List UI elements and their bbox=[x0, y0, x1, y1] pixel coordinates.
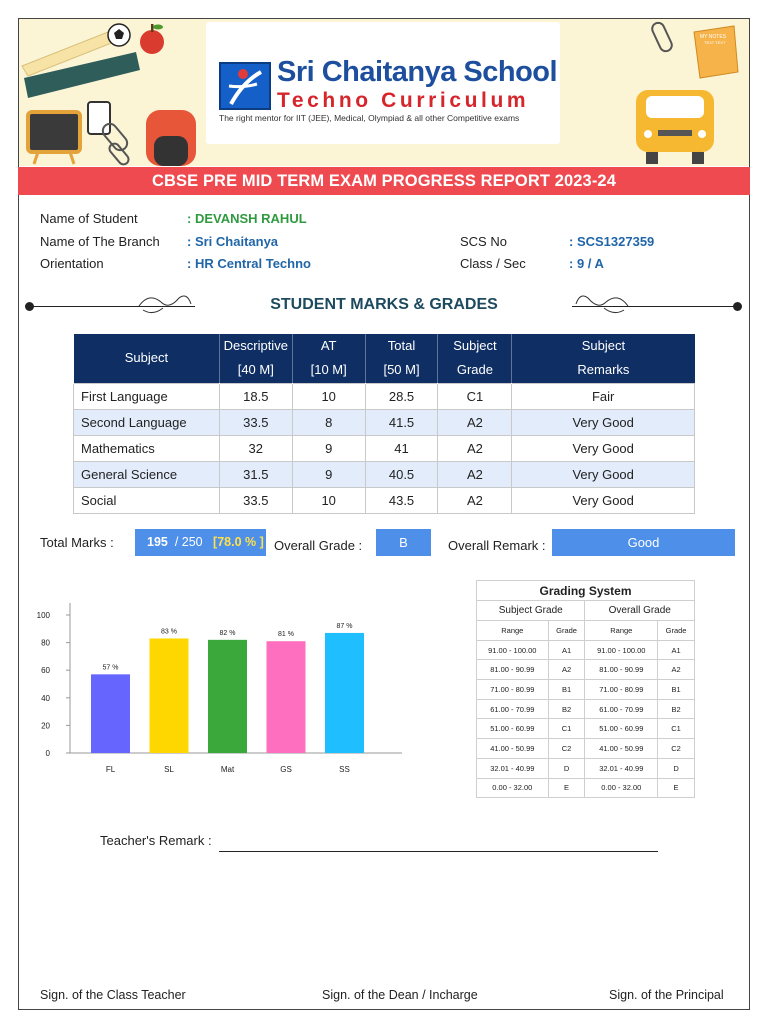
y-tick-label: 80 bbox=[41, 638, 50, 648]
subject-range: 41.00 - 50.99 bbox=[477, 739, 549, 759]
overall-remark-label: Overall Remark : bbox=[448, 538, 546, 553]
x-tick-label: GS bbox=[280, 765, 292, 774]
total-percent: [78.0 % ] bbox=[213, 535, 264, 549]
overall-range: 71.00 - 80.99 bbox=[585, 680, 658, 700]
cell-grade: A2 bbox=[438, 461, 512, 487]
subject-grade: E bbox=[548, 778, 585, 798]
cell-remarks: Very Good bbox=[512, 409, 695, 435]
total-max: / 250 bbox=[174, 535, 203, 549]
overall-grade: B2 bbox=[658, 699, 695, 719]
grade-header: Grade bbox=[658, 621, 695, 641]
cell-grade: A2 bbox=[438, 487, 512, 513]
section-title: STUDENT MARKS & GRADES bbox=[270, 296, 498, 313]
orientation-value: : HR Central Techno bbox=[187, 256, 311, 271]
cell-at: 10 bbox=[292, 487, 365, 513]
data-label: 81 % bbox=[278, 631, 294, 639]
data-label: 83 % bbox=[161, 628, 177, 636]
overall-grade-label: Overall Grade : bbox=[274, 538, 363, 553]
cell-total: 41 bbox=[365, 435, 438, 461]
overall-range: 81.00 - 90.99 bbox=[585, 660, 658, 680]
grading-table bbox=[476, 580, 695, 798]
cell-grade: A2 bbox=[438, 409, 512, 435]
table-row bbox=[74, 435, 695, 461]
table-row bbox=[74, 409, 695, 435]
principal-signature: Sign. of the Principal bbox=[609, 988, 724, 1002]
grading-row bbox=[477, 719, 695, 739]
curriculum-name: Techno Curriculum bbox=[277, 89, 530, 112]
cell-subject: First Language bbox=[74, 383, 220, 409]
overall-range: 51.00 - 60.99 bbox=[585, 719, 658, 739]
cell-descriptive: 32 bbox=[219, 435, 292, 461]
x-tick-label: FL bbox=[105, 765, 116, 774]
grading-row bbox=[477, 680, 695, 700]
student-name-value: : DEVANSH RAHUL bbox=[187, 211, 307, 226]
marks-header-row bbox=[74, 334, 695, 383]
cell-remarks: Fair bbox=[512, 383, 695, 409]
cell-descriptive: 33.5 bbox=[219, 487, 292, 513]
table-row bbox=[74, 461, 695, 487]
class-value: : 9 / A bbox=[569, 256, 604, 271]
y-tick-label: 60 bbox=[41, 666, 50, 676]
student-name-label: Name of Student bbox=[40, 211, 138, 226]
overall-grade-value: B bbox=[376, 529, 431, 556]
y-tick-label: 100 bbox=[36, 611, 50, 620]
marks-table bbox=[73, 334, 695, 514]
cell-at: 8 bbox=[292, 409, 365, 435]
total-obtained: 195 bbox=[147, 535, 168, 549]
grading-row bbox=[477, 640, 695, 660]
cell-subject: Second Language bbox=[74, 409, 220, 435]
subject-grade: D bbox=[548, 758, 585, 778]
subject-grade: C1 bbox=[548, 719, 585, 739]
bar-sl bbox=[150, 638, 189, 753]
overall-grade: A2 bbox=[658, 660, 695, 680]
subject-range: 61.00 - 70.99 bbox=[477, 699, 549, 719]
subject-grade: B2 bbox=[548, 699, 585, 719]
notes-text-2: TEXT TEXT bbox=[704, 40, 726, 45]
overall-range: 61.00 - 70.99 bbox=[585, 699, 658, 719]
subject-range: 91.00 - 100.00 bbox=[477, 640, 549, 660]
cell-descriptive: 33.5 bbox=[219, 409, 292, 435]
cell-total: 28.5 bbox=[365, 383, 438, 409]
col-header-grade: Subject Grade bbox=[438, 334, 512, 383]
subject-grade: B1 bbox=[548, 680, 585, 700]
total-marks-box bbox=[135, 529, 266, 556]
cell-total: 40.5 bbox=[365, 461, 438, 487]
cell-subject: Mathematics bbox=[74, 435, 220, 461]
col-header-total: Total [50 M] bbox=[365, 334, 438, 383]
overall-grade: E bbox=[658, 778, 695, 798]
y-tick-label: 20 bbox=[41, 721, 50, 731]
overall-grade: B1 bbox=[658, 680, 695, 700]
subject-grade: A2 bbox=[548, 660, 585, 680]
col-header-remarks: Subject Remarks bbox=[512, 334, 695, 383]
grading-row bbox=[477, 699, 695, 719]
marks-bar-chart bbox=[28, 598, 408, 778]
cell-grade: C1 bbox=[438, 383, 512, 409]
y-tick-label: 0 bbox=[45, 749, 50, 758]
grading-title: Grading System bbox=[477, 581, 695, 601]
data-label: 57 % bbox=[102, 664, 119, 672]
col-header-descriptive: Descriptive [40 M] bbox=[219, 334, 292, 383]
cell-at: 10 bbox=[292, 383, 365, 409]
subject-range: 51.00 - 60.99 bbox=[477, 719, 549, 739]
flourish-right-icon bbox=[572, 290, 632, 318]
school-name: Sri Chaitanya School bbox=[277, 56, 558, 88]
subject-range: 81.00 - 90.99 bbox=[477, 660, 549, 680]
x-tick-label: SS bbox=[339, 765, 350, 774]
cell-total: 43.5 bbox=[365, 487, 438, 513]
table-row bbox=[74, 487, 695, 513]
table-row bbox=[74, 383, 695, 409]
overall-range: 41.00 - 50.99 bbox=[585, 739, 658, 759]
report-title: CBSE PRE MID TERM EXAM PROGRESS REPORT 2023-24 bbox=[18, 167, 750, 195]
cell-remarks: Very Good bbox=[512, 487, 695, 513]
cell-at: 9 bbox=[292, 435, 365, 461]
overall-grade: C1 bbox=[658, 719, 695, 739]
total-marks-label: Total Marks : bbox=[40, 535, 114, 550]
divider-right bbox=[572, 306, 737, 307]
cell-total: 41.5 bbox=[365, 409, 438, 435]
scs-value: : SCS1327359 bbox=[569, 234, 655, 249]
teacher-remark-line bbox=[219, 851, 658, 852]
overall-range: 0.00 - 32.00 bbox=[585, 778, 658, 798]
bar-mat bbox=[208, 640, 247, 753]
bar-fl bbox=[91, 674, 130, 753]
cell-subject: General Science bbox=[74, 461, 220, 487]
class-label: Class / Sec bbox=[460, 256, 526, 271]
class-teacher-signature: Sign. of the Class Teacher bbox=[40, 988, 186, 1002]
grade-header: Grade bbox=[548, 621, 585, 641]
grading-row bbox=[477, 660, 695, 680]
overall-grade: D bbox=[658, 758, 695, 778]
branch-value: : Sri Chaitanya bbox=[187, 234, 279, 249]
grading-system bbox=[476, 580, 695, 798]
orientation-label: Orientation bbox=[40, 256, 104, 271]
tagline: The right mentor for IIT (JEE), Medical, Olympiad & all other Competitive exams bbox=[219, 113, 520, 123]
overall-grade: C2 bbox=[658, 739, 695, 759]
subject-grade-header: Subject Grade bbox=[477, 601, 585, 621]
cell-descriptive: 18.5 bbox=[219, 383, 292, 409]
bar-ss bbox=[325, 633, 364, 753]
school-logo-icon bbox=[219, 62, 271, 110]
subject-range: 32.01 - 40.99 bbox=[477, 758, 549, 778]
scs-label: SCS No bbox=[460, 234, 507, 249]
grading-row bbox=[477, 739, 695, 759]
overall-range: 32.01 - 40.99 bbox=[585, 758, 658, 778]
overall-grade: A1 bbox=[658, 640, 695, 660]
x-tick-label: Mat bbox=[220, 765, 235, 774]
cell-remarks: Very Good bbox=[512, 435, 695, 461]
cell-at: 9 bbox=[292, 461, 365, 487]
subject-grade: A1 bbox=[548, 640, 585, 660]
cell-grade: A2 bbox=[438, 435, 512, 461]
range-header: Range bbox=[477, 621, 549, 641]
col-header-subject: Subject bbox=[74, 334, 220, 383]
divider-dot-right bbox=[733, 302, 742, 311]
grading-row bbox=[477, 778, 695, 798]
col-header-at: AT [10 M] bbox=[292, 334, 365, 383]
subject-range: 71.00 - 80.99 bbox=[477, 680, 549, 700]
y-tick-label: 40 bbox=[41, 693, 50, 703]
subject-range: 0.00 - 32.00 bbox=[477, 778, 549, 798]
overall-grade-header: Overall Grade bbox=[585, 601, 695, 621]
cell-descriptive: 31.5 bbox=[219, 461, 292, 487]
dean-signature: Sign. of the Dean / Incharge bbox=[322, 988, 478, 1002]
data-label: 87 % bbox=[336, 622, 353, 630]
overall-remark-value: Good bbox=[552, 529, 735, 556]
notes-text-1: MY NOTES bbox=[700, 34, 727, 40]
subject-grade: C2 bbox=[548, 739, 585, 759]
range-header: Range bbox=[585, 621, 658, 641]
data-label: 82 % bbox=[219, 629, 236, 637]
x-tick-label: SL bbox=[164, 765, 174, 774]
cell-remarks: Very Good bbox=[512, 461, 695, 487]
branch-label: Name of The Branch bbox=[40, 234, 160, 249]
grading-row bbox=[477, 758, 695, 778]
overall-range: 91.00 - 100.00 bbox=[585, 640, 658, 660]
teacher-remark-label: Teacher's Remark : bbox=[100, 833, 212, 848]
bar-gs bbox=[267, 641, 306, 753]
cell-subject: Social bbox=[74, 487, 220, 513]
